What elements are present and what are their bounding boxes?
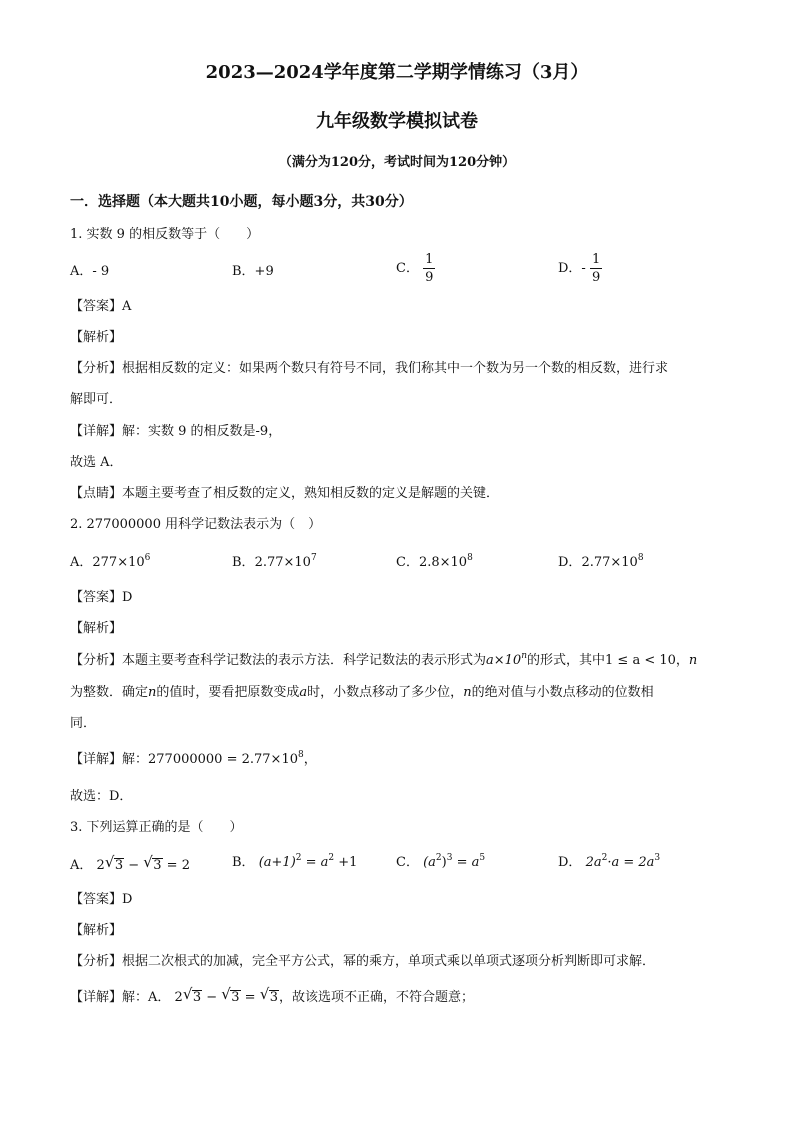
q2-analysis-line2-c: 时，小数点移动了多少位， (307, 685, 464, 700)
q3-detail-label: 【详解】解：A． (70, 990, 171, 1005)
q3-option-c-label: C． (396, 855, 419, 870)
q2-analysis-line2-n2: n (463, 685, 472, 700)
q2-option-a-exponent: 6 (144, 553, 151, 563)
q1-choice: 故选 A． (70, 455, 123, 470)
q2-option-b-label: B． (232, 555, 255, 570)
q2-analysis-line2-d: 的绝对值与小数点移动的位数相 (471, 685, 654, 700)
q3-option-d (558, 853, 661, 870)
q2-analysis-line2-a: 为整数．确定 (70, 685, 149, 700)
q3-option-c (396, 853, 486, 870)
q2-option-b-exponent: 7 (310, 553, 317, 563)
q3-option-d-exp2: 3 (654, 853, 661, 863)
q3-option-c-exp2: 3 (446, 853, 453, 863)
q1-option-d-denominator: 9 (591, 270, 601, 285)
q3-answer: 【答案】D (70, 892, 133, 907)
exam-title: 2023—2024学年度第二学期学情练习（3月） (205, 62, 589, 83)
q2-analysis-line2-a-var: a (299, 685, 308, 700)
q3-option-a-radicand2: 3 (153, 858, 162, 873)
q2-option-d-label: D． (558, 555, 582, 570)
q2-option-c-label: C． (396, 555, 419, 570)
q3-option-d-label: D． (558, 855, 582, 870)
q2-detail-math: 277000000 = 2.77×10 (148, 752, 298, 767)
q3-option-c-exp1: 2 (435, 853, 442, 863)
q1-option-d-numerator: 1 (591, 252, 601, 267)
exam-note: （满分为120分，考试时间为120分钟） (278, 155, 516, 170)
q3-option-b-label: B． (232, 855, 255, 870)
q2-option-a-label: A． (70, 555, 93, 570)
q2-analysis-formula-exp: n (521, 651, 527, 661)
q3-stem: 3. 下列运算正确的是（ ） (70, 820, 243, 835)
q3-detail-coef: 2 (174, 990, 183, 1005)
q2-analysis-line2-b: 的值时，要看把原数变成 (156, 685, 300, 700)
q3-option-b (232, 853, 358, 870)
section-heading: 一．选择题（本大题共10小题，每小题3分，共30分） (70, 194, 413, 210)
q2-detail-exponent: 8 (298, 750, 304, 760)
q2-analysis-line2-n: n (148, 685, 157, 700)
q3-option-a-label: A． (70, 858, 93, 873)
q2-analysis-line1-a: 【分析】本题主要考查科学记数法的表示方法．科学记数法的表示形式为 (70, 653, 487, 668)
q2-analysis-range: 1 ≤ a < 10 (605, 653, 676, 668)
q2-answer: 【答案】D (70, 590, 133, 605)
q3-detail-equals: = (240, 990, 260, 1005)
q1-option-c-fraction (423, 253, 435, 284)
q1-answer: 【答案】A (70, 299, 132, 314)
q3-option-d-exp1: 2 (601, 853, 608, 863)
q2-analysis-line1-b: 的形式，其中 (527, 653, 606, 668)
q2-stem: 2. 277000000 用科学记数法表示为（ ） (70, 517, 322, 532)
q1-option-c (396, 253, 435, 284)
q3-detail-sqrt3: √ 3 (259, 985, 278, 1005)
q2-option-b-base: 2.77×10 (254, 555, 311, 570)
q2-choice: 故选：D． (70, 789, 133, 804)
q3-option-c-paren: ) (441, 855, 447, 870)
q3-analysis-heading: 【解析】 (70, 923, 123, 938)
q1-analysis-line1: 【分析】根据相反数的定义：如果两个数只有符号不同，我们称其中一个数为另一个数的相反数，进行求 (70, 361, 669, 376)
q2-option-b (232, 553, 317, 570)
q2-option-a-base: 277×10 (92, 555, 145, 570)
q3-option-a-sqrt1: √ 3 (104, 853, 124, 873)
q3-detail-radicand3: 3 (269, 990, 278, 1005)
q2-option-d-exponent: 8 (637, 553, 644, 563)
q3-option-b-exp2: 2 (328, 853, 335, 863)
q3-detail-tail: ，故该选项不正确，不符合题意； (279, 990, 475, 1005)
exam-subtitle: 九年级数学模拟试卷 (316, 111, 478, 132)
q2-detail (70, 750, 317, 767)
q2-analysis-line1 (70, 651, 698, 668)
q3-option-d-left: 2a (585, 855, 602, 870)
q2-analysis-formula: a×10 (486, 653, 522, 668)
q1-option-d-label: D．- (558, 261, 586, 276)
q3-option-c-right: = a (452, 855, 480, 870)
q3-option-b-mid: = a (301, 855, 329, 870)
q2-option-d-base: 2.77×10 (581, 555, 638, 570)
q3-detail-sqrt2: √ 3 (221, 985, 240, 1005)
q2-detail-comma: ， (303, 752, 317, 767)
q3-detail-radicand1: 3 (192, 990, 202, 1005)
q3-option-a-coef: 2 (96, 858, 105, 873)
q3-option-d-mid: ·a = 2a (607, 855, 655, 870)
q2-analysis-line2 (70, 686, 654, 699)
q1-analysis-line2: 解即可． (70, 392, 123, 407)
q3-option-b-left: (a+1) (258, 855, 296, 870)
q1-option-c-denominator: 9 (425, 270, 434, 285)
q3-option-a-tail: = 2 (162, 858, 190, 873)
q1-detail: 【详解】解：实数 9 的相反数是-9， (70, 424, 282, 439)
q3-option-a-sqrt2: √ 3 (143, 853, 162, 873)
q2-option-c-base: 2.8×10 (418, 555, 468, 570)
q3-option-a (70, 853, 190, 873)
q3-option-a-radicand1: 3 (114, 858, 124, 873)
q1-option-c-label: C． (396, 261, 419, 276)
q1-option-a: A．- 9 (70, 264, 110, 279)
q1-stem: 1. 实数 9 的相反数等于（ ） (70, 227, 260, 242)
q3-analysis: 【分析】根据二次根式的加减，完全平方公式，幂的乘方，单项式乘以单项式逐项分析判断即可求解． (70, 954, 656, 969)
q2-analysis-line3: 同． (70, 716, 97, 731)
q3-detail (70, 985, 475, 1005)
q3-option-c-left: (a (423, 855, 436, 870)
q2-option-d (558, 553, 644, 570)
q3-option-b-exp: 2 (295, 853, 302, 863)
q2-option-a (70, 553, 151, 570)
q2-analysis-heading: 【解析】 (70, 621, 123, 636)
q3-detail-sqrt1: √ 3 (182, 985, 202, 1005)
q2-analysis-line1-c: ， (675, 653, 689, 668)
q3-option-b-right: +1 (334, 855, 358, 870)
q1-option-d-fraction (590, 253, 602, 284)
q3-option-a-minus: − (124, 858, 144, 873)
q1-comment: 【点睛】本题主要考查了相反数的定义，熟知相反数的定义是解题的关键． (70, 486, 500, 501)
q1-analysis-heading: 【解析】 (70, 330, 123, 345)
q1-option-c-numerator: 1 (425, 252, 434, 267)
q1-option-d (558, 253, 602, 284)
q2-option-c-exponent: 8 (467, 553, 473, 563)
q2-detail-label: 【详解】解： (70, 752, 149, 767)
q2-analysis-n: n (688, 653, 698, 668)
q3-detail-minus: − (202, 990, 222, 1005)
q3-detail-radicand2: 3 (231, 990, 240, 1005)
q3-option-c-exp3: 5 (479, 853, 486, 863)
q1-option-b: B．+9 (232, 264, 274, 279)
q2-option-c (396, 553, 473, 570)
